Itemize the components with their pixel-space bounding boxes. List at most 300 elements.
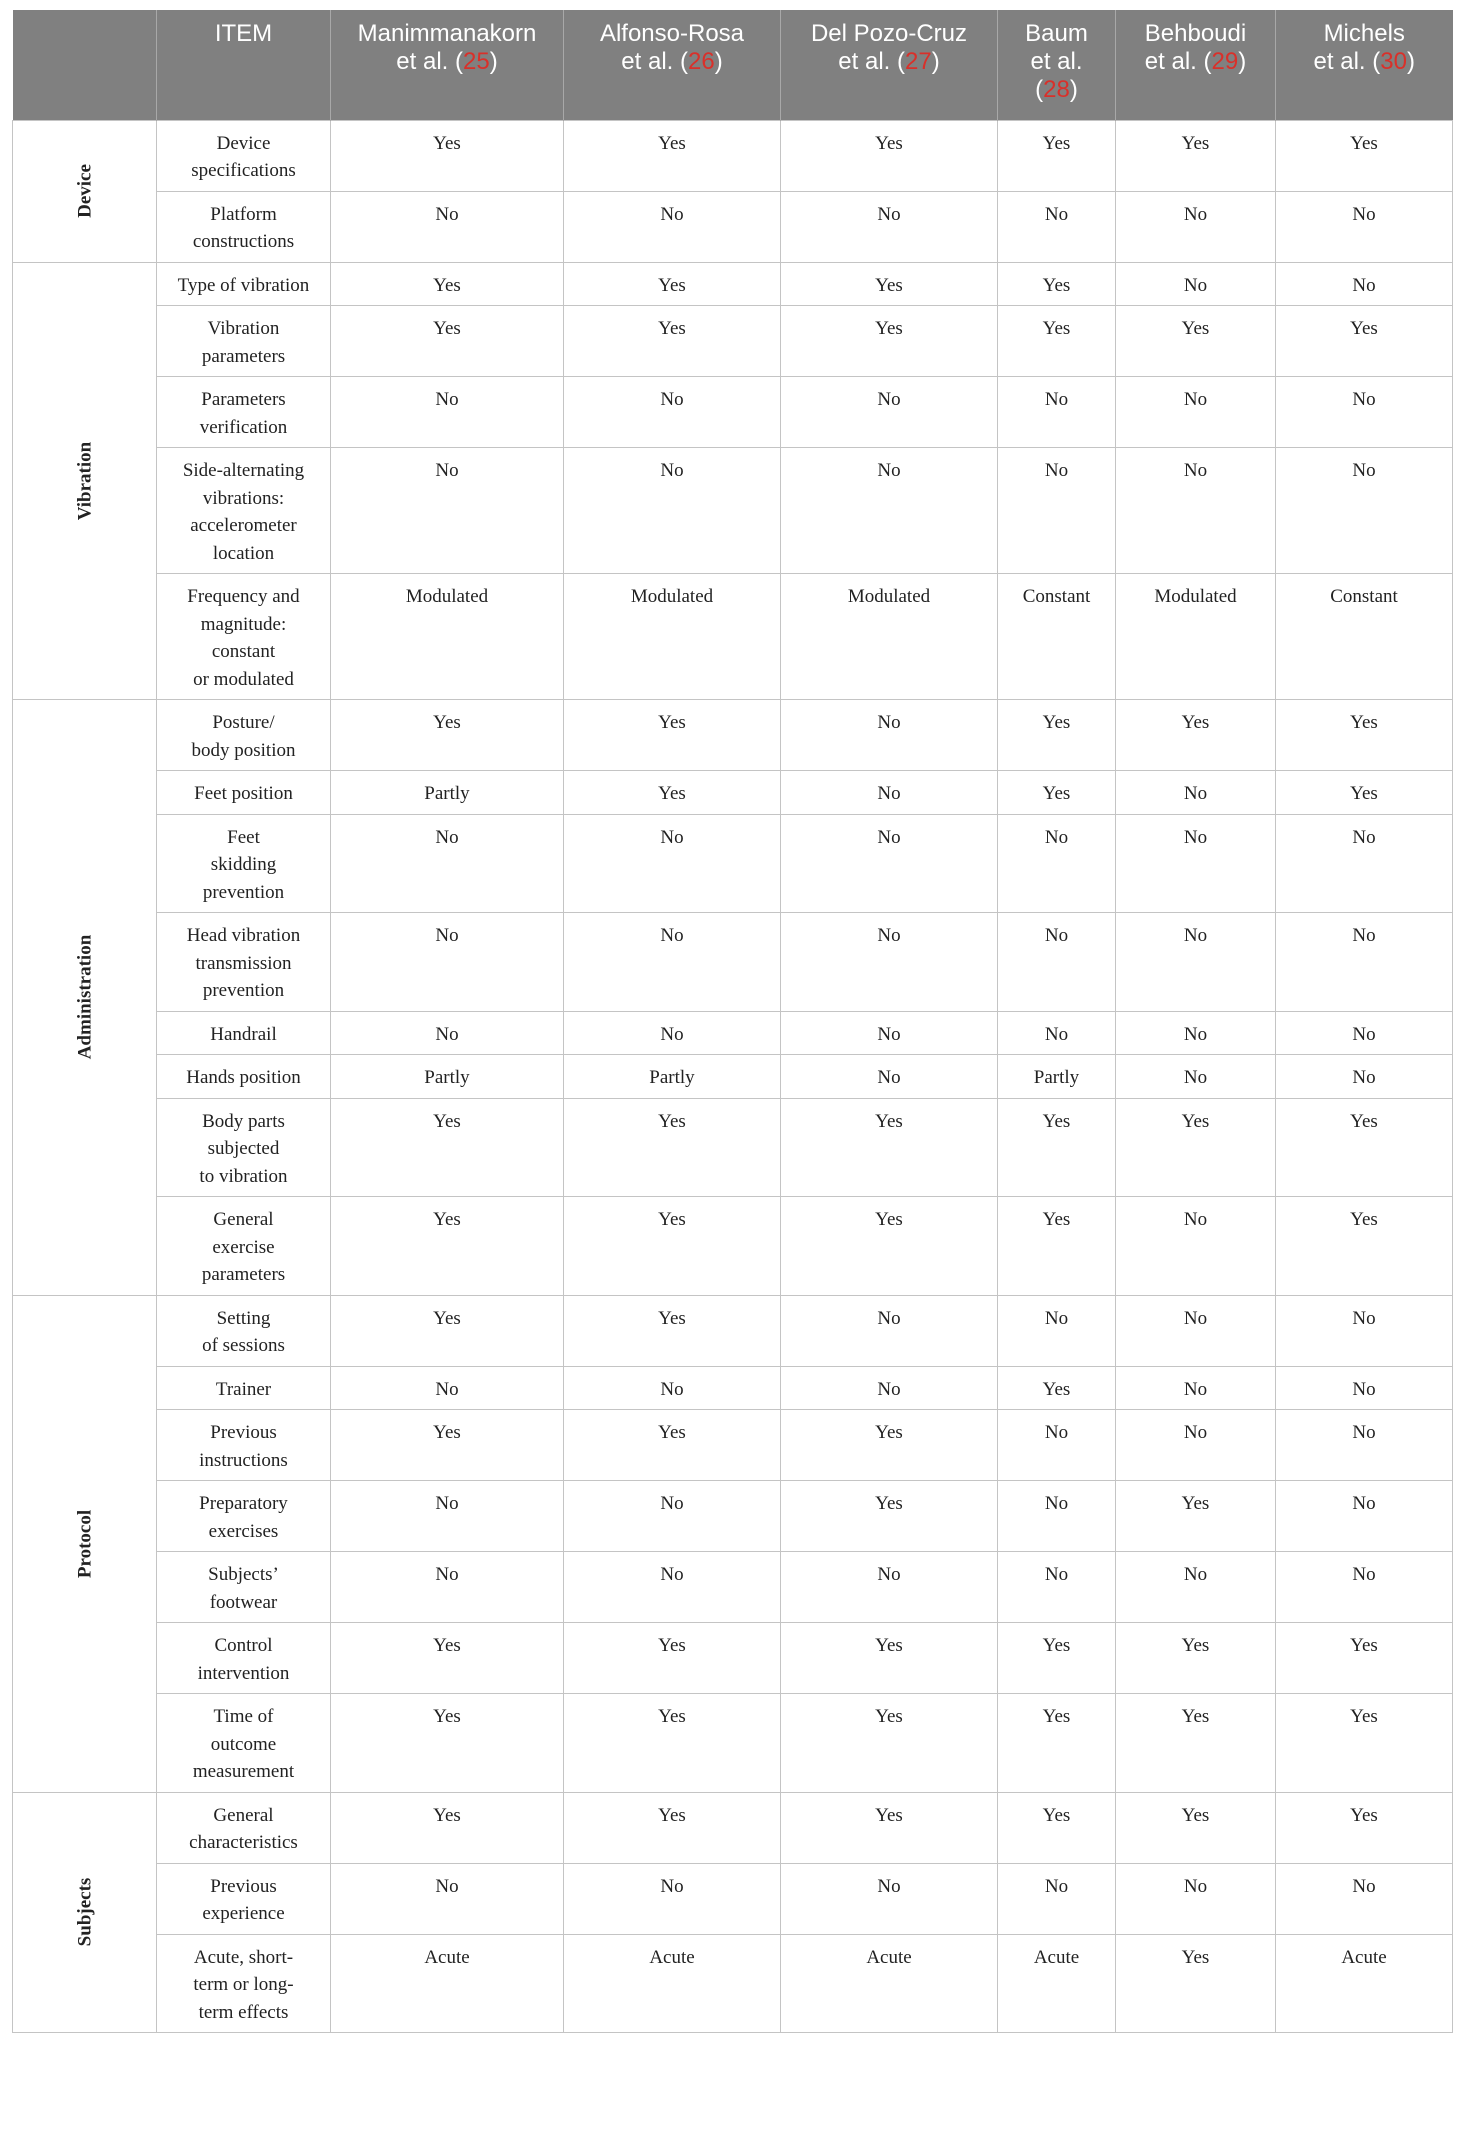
value-cell: Yes [564,1792,781,1863]
value-cell: No [331,1011,564,1055]
table-row [13,700,1453,771]
item-label-line: body position [191,739,296,761]
item-label-line: Subjects’ [208,1564,279,1585]
study-name-line: et al. ( [1144,48,1212,75]
value-cell: Yes [998,1366,1116,1410]
value-cell: No [1116,1197,1276,1296]
item-label-line: constructions [192,231,295,252]
item-label-line: Trainer [215,1378,272,1400]
value-cell: No [1276,814,1453,913]
item-label-line: Device [216,132,271,154]
value-cell: Modulated [781,574,998,700]
item-label-line: Setting [216,1307,271,1329]
value-cell: Yes [1116,1934,1276,2033]
table-row [13,1863,1453,1934]
study-name-line: Michels [1323,20,1405,47]
value-cell: Constant [1276,574,1453,700]
value-cell: No [1276,448,1453,574]
item-label-line: intervention [197,1662,290,1684]
value-cell: No [331,913,564,1012]
value-cell: Yes [781,1481,998,1552]
value-cell: Yes [331,1694,564,1793]
value-cell: Yes [331,306,564,377]
table-row [13,306,1453,377]
value-cell: Yes [564,1295,781,1366]
item-cell [157,1694,331,1793]
item-label-line: General [213,1804,274,1826]
value-cell: Yes [1276,306,1453,377]
value-cell: No [781,700,998,771]
study-name-close: ) [931,48,940,75]
table-row [13,1098,1453,1197]
category-cell [13,700,157,1296]
item-label-line: Body parts [202,1110,285,1132]
value-cell: No [998,1295,1116,1366]
study-name-line: et al. ( [621,48,688,75]
value-cell: Yes [998,771,1116,815]
value-cell: Yes [331,1792,564,1863]
study-name-line: Baum [1025,20,1088,47]
table-row [13,262,1453,306]
value-cell: Yes [1116,1481,1276,1552]
item-label-line: Handrail [210,1023,277,1045]
value-cell: No [331,1552,564,1623]
value-cell: No [1276,913,1453,1012]
item-label-line: Side-alternating [182,460,305,481]
table-row [13,1410,1453,1481]
item-label-line: Time of [213,1706,274,1727]
table-row [13,1481,1453,1552]
value-cell: Partly [998,1055,1116,1099]
item-label-line: Platform [210,203,277,225]
value-cell: Yes [781,120,998,191]
item-cell [157,120,331,191]
value-cell: No [1116,1366,1276,1410]
item-label-line: measurement [192,1761,295,1782]
item-label-line: General [213,1209,274,1230]
value-cell: Yes [564,120,781,191]
value-cell: No [1276,1863,1453,1934]
item-cell [157,1011,331,1055]
value-cell: Yes [331,1197,564,1296]
value-cell: No [331,448,564,574]
item-label-line: parameters [201,345,286,367]
table-row [13,913,1453,1012]
item-label-line: Previous [210,1875,277,1897]
value-cell: No [1116,262,1276,306]
category-cell [13,1792,157,2033]
value-cell: Yes [998,120,1116,191]
header-study-cell [564,10,781,120]
value-cell: Yes [331,1623,564,1694]
value-cell: No [781,191,998,262]
item-label-line: to vibration [199,1165,288,1187]
reference-link[interactable]: 28 [1043,76,1070,103]
value-cell: No [564,1481,781,1552]
value-cell: No [1276,1366,1453,1410]
value-cell: Yes [781,1098,998,1197]
value-cell: Constant [998,574,1116,700]
value-cell: No [1276,1055,1453,1099]
item-label-line: prevention [202,980,285,1001]
reference-link[interactable]: 27 [905,48,932,75]
value-cell: Yes [564,1197,781,1296]
value-cell: Yes [781,306,998,377]
table-row [13,1694,1453,1793]
value-cell: No [564,1863,781,1934]
table-row [13,814,1453,913]
value-cell: No [1116,1055,1276,1099]
item-cell [157,913,331,1012]
value-cell: No [1116,1011,1276,1055]
value-cell: Yes [331,1410,564,1481]
reference-link[interactable]: 25 [463,48,490,75]
item-cell [157,191,331,262]
value-cell: No [1116,913,1276,1012]
value-cell: No [1116,814,1276,913]
value-cell: No [1276,191,1453,262]
item-label-line: Hands position [186,1067,301,1088]
value-cell: No [781,377,998,448]
item-cell [157,700,331,771]
value-cell: No [998,377,1116,448]
item-cell [157,1055,331,1099]
value-cell: No [998,1481,1116,1552]
value-cell: No [998,448,1116,574]
value-cell: No [564,814,781,913]
value-cell: Yes [1276,700,1453,771]
item-label-line: exercises [208,1520,279,1542]
item-label-line: Type of vibration [177,274,310,296]
study-name-line: et al. ( [396,48,463,75]
value-cell: No [1116,377,1276,448]
value-cell: Yes [564,1410,781,1481]
value-cell: No [998,1410,1116,1481]
value-cell: No [1116,771,1276,815]
value-cell: No [1276,1295,1453,1366]
item-label-line: prevention [202,881,285,903]
value-cell: Acute [1276,1934,1453,2033]
table-row [13,771,1453,815]
item-cell [157,1934,331,2033]
value-cell: Yes [1116,1623,1276,1694]
item-cell [157,814,331,913]
item-label-line: Frequency and [187,586,300,607]
value-cell: No [781,771,998,815]
item-label-line: exercise [212,1236,275,1258]
item-label-line: footwear [209,1591,278,1613]
value-cell: Yes [998,1098,1116,1197]
value-cell: No [998,913,1116,1012]
value-cell: Yes [564,700,781,771]
item-cell [157,1552,331,1623]
value-cell: No [564,448,781,574]
study-name-close: ) [1406,48,1415,75]
value-cell: Yes [564,306,781,377]
value-cell: No [781,1295,998,1366]
category-cell [13,120,157,262]
item-cell [157,1295,331,1366]
value-cell: No [1116,191,1276,262]
value-cell: No [564,913,781,1012]
value-cell: Yes [1276,1694,1453,1793]
table-row [13,1055,1453,1099]
item-cell [157,448,331,574]
table-row [13,1295,1453,1366]
value-cell: Yes [1276,1197,1453,1296]
item-cell [157,771,331,815]
value-cell: Yes [331,262,564,306]
table-row [13,1552,1453,1623]
value-cell: Yes [564,1623,781,1694]
value-cell: Partly [564,1055,781,1099]
value-cell: No [781,1366,998,1410]
item-cell [157,1098,331,1197]
category-label: Vibration [73,441,95,520]
header-item-cell: ITEM [157,10,331,120]
item-label-line: parameters [201,1264,286,1285]
item-label-line: outcome [210,1733,277,1755]
study-name-close: ) [489,48,498,75]
value-cell: Yes [781,1694,998,1793]
value-cell: Yes [1116,1098,1276,1197]
table-row [13,1623,1453,1694]
category-label: Administration [73,934,95,1060]
item-label-line: location [212,542,275,564]
item-cell [157,1410,331,1481]
table-row [13,120,1453,191]
value-cell: No [331,377,564,448]
category-label: Device [73,164,95,218]
table-row [13,1011,1453,1055]
value-cell: Yes [331,120,564,191]
value-cell: Yes [998,700,1116,771]
study-name-line: Behboudi [1144,20,1247,47]
item-label-line: Vibration [207,318,280,339]
value-cell: No [1276,1552,1453,1623]
value-cell: Yes [1116,700,1276,771]
value-cell: No [331,1863,564,1934]
table-row [13,1934,1453,2033]
study-name-close: ) [714,48,723,75]
value-cell: Acute [781,1934,998,2033]
value-cell: Yes [998,1197,1116,1296]
value-cell: No [1276,377,1453,448]
value-cell: No [331,1366,564,1410]
study-name-line: Manimmanakorn [357,20,537,47]
value-cell: Yes [998,1623,1116,1694]
category-cell [13,1295,157,1792]
item-cell [157,574,331,700]
table-row [13,377,1453,448]
value-cell: Yes [781,1792,998,1863]
value-cell: No [781,1863,998,1934]
value-cell: Yes [331,1098,564,1197]
item-cell [157,1792,331,1863]
value-cell: No [331,814,564,913]
item-label-line: term or long- [193,1974,294,1995]
item-label-line: Posture/ [212,712,275,733]
value-cell: No [1276,1011,1453,1055]
value-cell: Yes [1276,120,1453,191]
item-label-line: Feet [227,826,260,848]
item-cell [157,377,331,448]
value-cell: Yes [781,1623,998,1694]
item-label-line: instructions [199,1449,288,1471]
value-cell: No [781,448,998,574]
category-label: Protocol [73,1509,95,1578]
value-cell: No [781,1011,998,1055]
value-cell: Yes [1276,1098,1453,1197]
header-study-cell [1116,10,1276,120]
reference-link[interactable]: 26 [688,48,715,75]
value-cell: No [1276,262,1453,306]
item-cell [157,262,331,306]
value-cell: No [564,1011,781,1055]
value-cell: No [1116,448,1276,574]
item-label-line: Parameters [201,389,286,410]
value-cell: Partly [331,1055,564,1099]
value-cell: Yes [781,262,998,306]
table-row [13,1792,1453,1863]
item-label-line: Feet position [194,783,293,804]
item-label-line: subjected [207,1138,280,1159]
value-cell: No [998,1863,1116,1934]
value-cell: No [331,1481,564,1552]
item-label-line: term effects [198,2001,289,2023]
study-name-line: et al. [1030,48,1083,75]
value-cell: Partly [331,771,564,815]
header-study-cell [781,10,998,120]
value-cell: Modulated [331,574,564,700]
value-cell: Yes [998,1792,1116,1863]
item-label-line: Acute, short- [193,1946,294,1968]
table-row [13,574,1453,700]
checklist-table [12,10,1453,2033]
value-cell: Acute [564,1934,781,2033]
table-row [13,448,1453,574]
value-cell: Yes [998,262,1116,306]
item-label-line: specifications [191,160,296,181]
header-study-cell [1276,10,1453,120]
value-cell: Yes [331,700,564,771]
table-row [13,191,1453,262]
item-label-line: constant [211,641,276,662]
item-label-line: or modulated [193,668,294,690]
study-name-close: ) [1238,48,1247,75]
item-label-line: magnitude: [200,613,287,635]
item-label-line: accelerometer [190,515,297,536]
value-cell: Yes [1116,1694,1276,1793]
value-cell: No [1276,1410,1453,1481]
value-cell: No [998,191,1116,262]
item-label-line: skidding [210,854,277,875]
header-study-cell [331,10,564,120]
value-cell: Yes [998,306,1116,377]
item-label-line: experience [202,1903,285,1924]
reference-link[interactable]: 30 [1380,48,1407,75]
study-name-line: Alfonso-Rosa [599,20,745,47]
value-cell: No [998,1552,1116,1623]
value-cell: Yes [1116,120,1276,191]
value-cell: No [1116,1552,1276,1623]
value-cell: Yes [564,262,781,306]
item-cell [157,1366,331,1410]
value-cell: No [564,377,781,448]
item-cell [157,1623,331,1694]
item-cell [157,1863,331,1934]
reference-link[interactable]: 29 [1211,48,1239,75]
item-label-line: transmission [195,952,292,974]
value-cell: Acute [998,1934,1116,2033]
item-label-line: Control [214,1635,273,1656]
header-category-cell [13,10,157,120]
value-cell: No [331,191,564,262]
value-cell: No [998,814,1116,913]
item-label-line: vibrations: [202,487,285,509]
value-cell: No [1116,1295,1276,1366]
study-name-line: et al. ( [838,48,905,75]
item-label-line: of sessions [202,1335,285,1356]
study-name-line: Del Pozo-Cruz [810,20,968,47]
value-cell: No [564,191,781,262]
value-cell: No [781,1552,998,1623]
item-label-line: Head vibration [186,925,301,946]
study-name-line: ( [1035,76,1044,103]
item-label-line: Preparatory [199,1493,288,1514]
value-cell: Acute [331,1934,564,2033]
value-cell: No [781,814,998,913]
value-cell: No [781,913,998,1012]
value-cell: Yes [1276,1792,1453,1863]
value-cell: No [1116,1863,1276,1934]
study-name-close: ) [1069,76,1078,103]
value-cell: Yes [1116,1792,1276,1863]
table-row [13,1197,1453,1296]
value-cell: Yes [564,1694,781,1793]
value-cell: Yes [1276,771,1453,815]
value-cell: Yes [998,1694,1116,1793]
study-name-line: et al. ( [1313,48,1381,75]
value-cell: Yes [564,771,781,815]
value-cell: Yes [1116,306,1276,377]
value-cell: No [781,1055,998,1099]
item-label-line: verification [199,416,288,438]
value-cell: Modulated [1116,574,1276,700]
table-row [13,1366,1453,1410]
value-cell: No [1116,1410,1276,1481]
item-label-line: Previous [210,1422,277,1443]
item-cell [157,306,331,377]
value-cell: Yes [781,1197,998,1296]
category-label: Subjects [73,1877,95,1947]
category-cell [13,262,157,700]
value-cell: No [1276,1481,1453,1552]
value-cell: Yes [781,1410,998,1481]
value-cell: Yes [1276,1623,1453,1694]
value-cell: Modulated [564,574,781,700]
value-cell: Yes [331,1295,564,1366]
table-body [13,120,1453,2033]
item-cell [157,1481,331,1552]
value-cell: Yes [564,1098,781,1197]
value-cell: No [998,1011,1116,1055]
value-cell: No [564,1366,781,1410]
header-row [13,10,1453,120]
value-cell: No [564,1552,781,1623]
header-study-cell [998,10,1116,120]
item-cell [157,1197,331,1296]
